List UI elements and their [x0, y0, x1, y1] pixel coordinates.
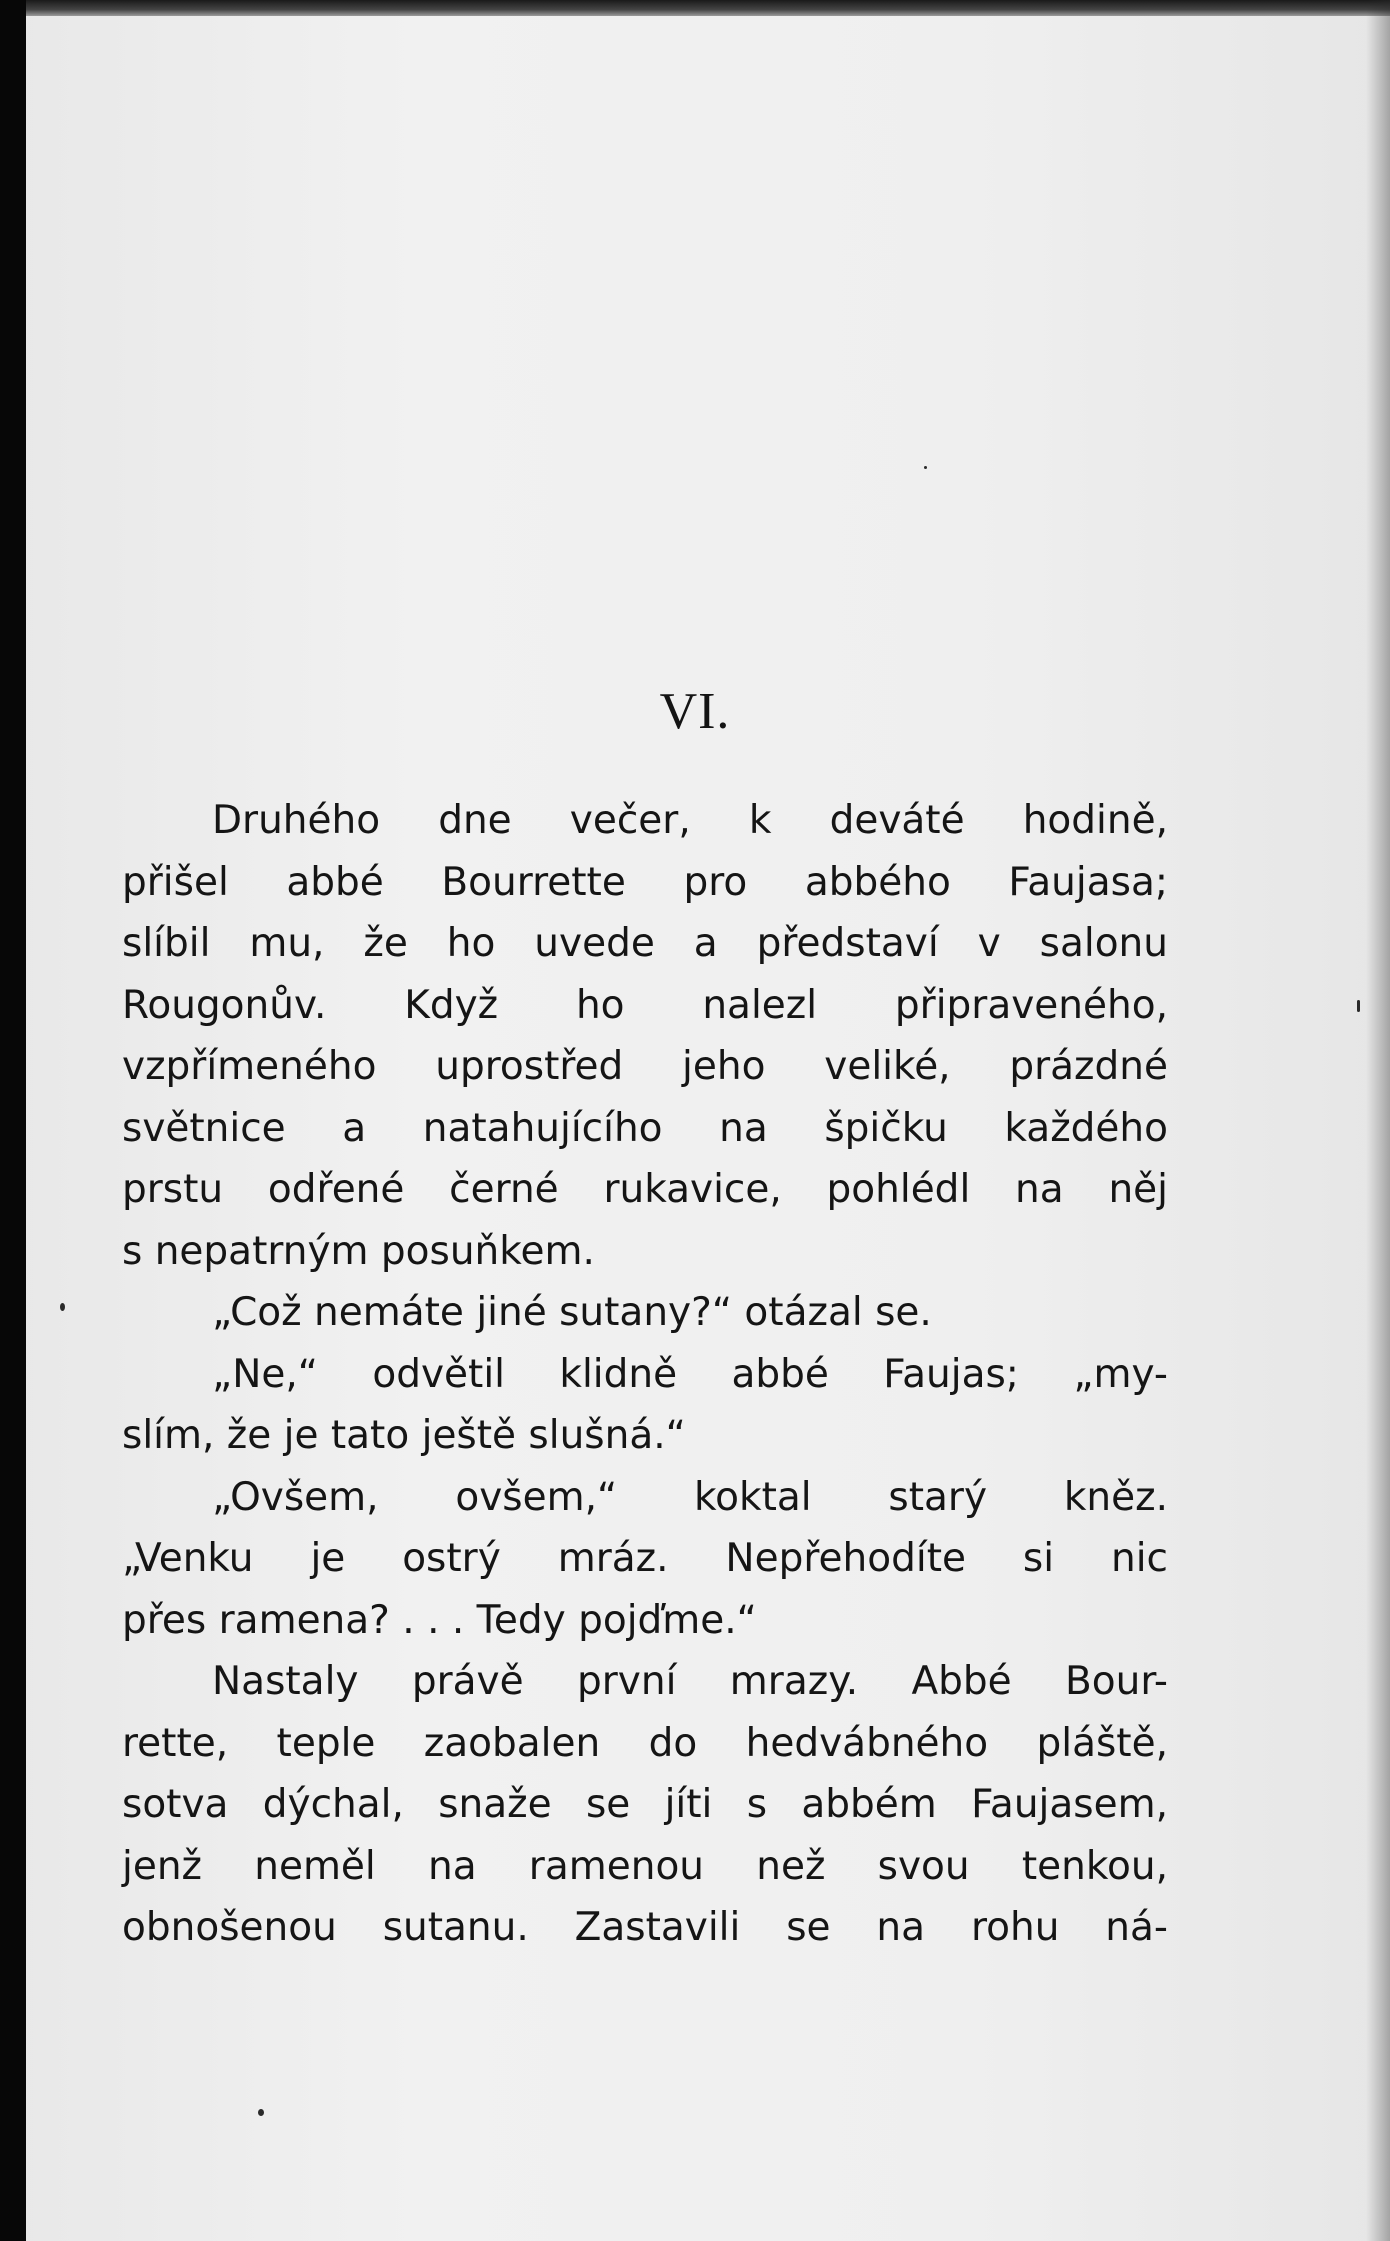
text-line: „Venku je ostrý mráz. Nepřehodíte si nic: [122, 1536, 1168, 1581]
body-text: [122, 790, 1168, 1959]
page-left-edge: [0, 0, 26, 2241]
text-line: sotva dýchal, snaže se jíti s abbém Faujasem,: [122, 1782, 1168, 1827]
text-line: Nastaly právě první mrazy. Abbé Bour-: [212, 1659, 1168, 1704]
paragraph-2: [122, 1282, 1168, 1344]
text-line: Druhého dne večer, k deváté hodině,: [212, 798, 1168, 843]
ink-speck: [60, 1303, 65, 1311]
text-line: jenž neměl na ramenou než svou tenkou,: [122, 1843, 1168, 1889]
text-line: vzpřímeného uprostřed jeho veliké, prázdné: [122, 1044, 1168, 1089]
text-line: přišel abbé Bourrette pro abbého Faujasa;: [122, 859, 1168, 905]
chapter-heading: VI.: [659, 683, 731, 740]
paragraph-4: [122, 1467, 1168, 1652]
ink-speck: [258, 2109, 264, 2116]
text-line: „Což nemáte jiné sutany?“ otázal se.: [212, 1290, 932, 1335]
text-line: světnice a natahujícího na špičku každého: [122, 1105, 1168, 1151]
paragraph-3: [122, 1344, 1168, 1467]
text-line: Rougonův. Když ho nalezl připraveného,: [122, 982, 1168, 1028]
page-top-edge: [0, 0, 1390, 16]
ink-speck: [1357, 1000, 1360, 1012]
text-line: obnošenou sutanu. Zastavili se na rohu ná-: [122, 1905, 1168, 1950]
text-line: s nepatrným posuňkem.: [122, 1228, 595, 1274]
text-line: slíbil mu, že ho uvede a představí v salonu: [122, 921, 1168, 966]
text-line: přes ramena? . . . Tedy pojďme.“: [122, 1597, 757, 1643]
paragraph-5: [122, 1651, 1168, 1959]
paragraph-1: [122, 790, 1168, 1282]
text-line: prstu odřené černé rukavice, pohlédl na něj: [122, 1167, 1168, 1212]
text-line: „Ne,“ odvětil klidně abbé Faujas; „my-: [212, 1351, 1168, 1397]
text-line: rette, teple zaobalen do hedvábného pláště,: [122, 1720, 1168, 1766]
ink-speck: [924, 466, 927, 469]
page-right-shadow: [1366, 0, 1390, 2241]
text-line: „Ovšem, ovšem,“ koktal starý kněz.: [212, 1474, 1168, 1520]
text-line: slím, že je tato ještě slušná.“: [122, 1413, 686, 1458]
